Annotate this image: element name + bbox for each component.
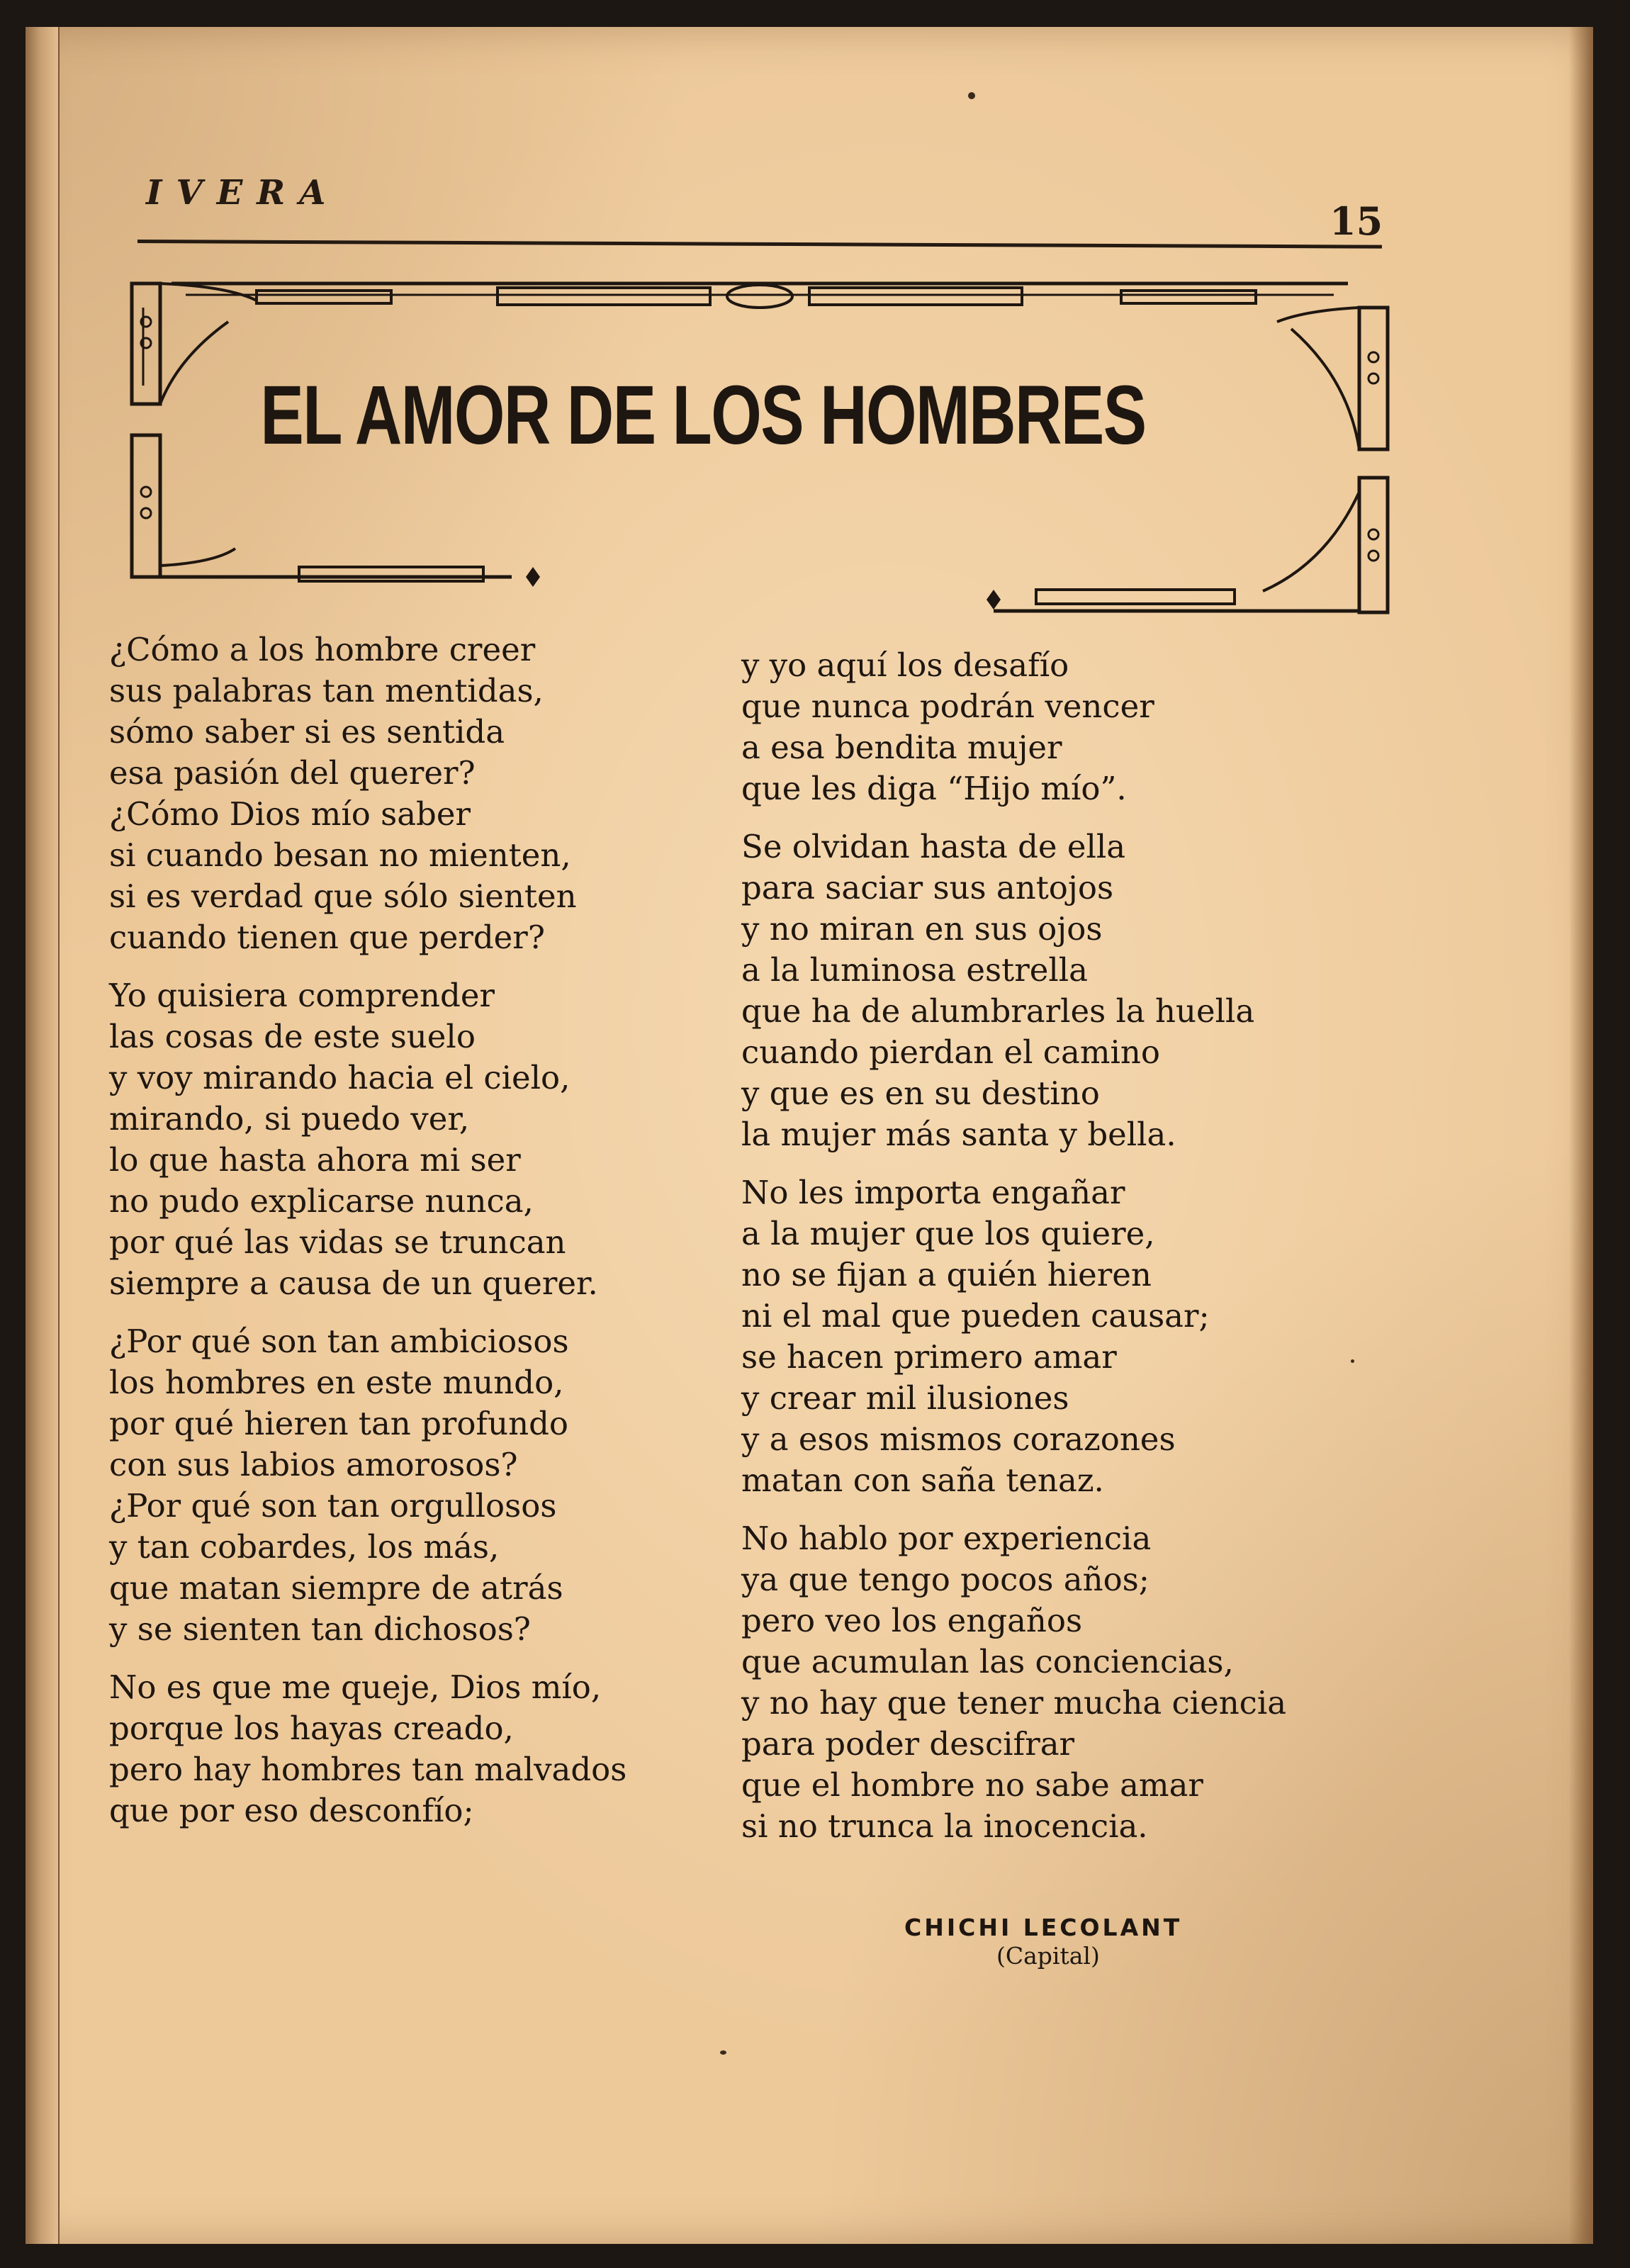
verse-line: y que es en su destino	[741, 1074, 1100, 1112]
verse-line: a la mujer que los quiere,	[741, 1215, 1155, 1252]
verse-line: los hombres en este mundo,	[109, 1364, 564, 1401]
verse-line: ¿Por qué son tan orgullosos	[109, 1487, 557, 1525]
verse-line: No es que me queje, Dios mío,	[109, 1668, 602, 1706]
verse-line: no se fijan a quién hieren	[741, 1256, 1152, 1293]
verse-line: y crear mil ilusiones	[741, 1379, 1069, 1417]
verse-line: a la luminosa estrella	[741, 951, 1088, 989]
verse-line: y se sienten tan dichosos?	[109, 1610, 531, 1648]
author-place: (Capital)	[996, 1942, 1100, 1970]
verse-line: para poder descifrar	[741, 1725, 1075, 1763]
book-spine-edge	[26, 27, 60, 2244]
verse-line: si no trunca la inocencia.	[741, 1807, 1148, 1845]
verse-line: No hablo por experiencia	[741, 1520, 1152, 1557]
stanza	[109, 975, 626, 1304]
verse-line: mirando, si puedo ver,	[109, 1100, 470, 1138]
stanza	[109, 629, 626, 958]
verse-line: y yo aquí los desafío	[741, 646, 1069, 684]
verse-line: sus palabras tan mentidas,	[109, 672, 544, 709]
verse-line: que acumulan las conciencias,	[741, 1643, 1234, 1680]
verse-line: pero hay hombres tan malvados	[109, 1751, 627, 1788]
verse-line: ¿Cómo Dios mío saber	[109, 795, 471, 833]
verse-line: a esa bendita mujer	[741, 729, 1062, 766]
page-edge-shadow	[1569, 27, 1593, 2244]
verse-line: y tan cobardes, los más,	[109, 1528, 500, 1566]
print-speck	[1351, 1359, 1354, 1363]
stanza	[741, 1172, 1286, 1501]
verse-line: por qué hieren tan profundo	[109, 1405, 568, 1442]
poem-right-column	[741, 645, 1286, 1864]
verse-line: la mujer más santa y bella.	[741, 1116, 1176, 1153]
verse-line: ya que tengo pocos años;	[741, 1561, 1150, 1598]
poem-left-column	[109, 629, 626, 1848]
verse-line: esa pasión del querer?	[109, 754, 476, 792]
print-speck	[720, 2050, 726, 2055]
print-speck	[968, 92, 975, 99]
verse-line: y voy mirando hacia el cielo,	[109, 1059, 570, 1096]
magazine-page	[26, 27, 1593, 2244]
verse-line: no pudo explicarse nunca,	[109, 1182, 534, 1220]
verse-line: que el hombre no sabe amar	[741, 1766, 1203, 1804]
verse-line: que ha de alumbrarles la huella	[741, 992, 1255, 1030]
page-number: 15	[1330, 198, 1383, 244]
verse-line: siempre a causa de un querer.	[109, 1264, 598, 1302]
article-title: EL AMOR DE LOS HOMBRES	[260, 369, 1146, 462]
verse-line: si cuando besan no mienten,	[109, 836, 571, 874]
verse-line: ¿Por qué son tan ambiciosos	[109, 1323, 569, 1360]
verse-line: Se olvidan hasta de ella	[741, 828, 1126, 865]
verse-line: con sus labios amorosos?	[109, 1446, 518, 1483]
verse-line: No les importa engañar	[741, 1174, 1125, 1211]
running-head: IVERA	[146, 173, 340, 213]
verse-line: se hacen primero amar	[741, 1338, 1117, 1376]
verse-line: cuando pierdan el camino	[741, 1033, 1160, 1071]
verse-line: pero veo los engaños	[741, 1602, 1083, 1639]
verse-line: porque los hayas creado,	[109, 1710, 514, 1747]
stanza	[741, 826, 1286, 1155]
verse-line: Yo quisiera comprender	[109, 977, 495, 1014]
verse-line: que les diga “Hijo mío”.	[741, 770, 1127, 807]
verse-line: para saciar sus antojos	[741, 869, 1114, 906]
verse-line: que matan siempre de atrás	[109, 1569, 563, 1607]
verse-line: cuando tienen que perder?	[109, 919, 545, 956]
verse-line: por qué las vidas se truncan	[109, 1223, 566, 1261]
verse-line: lo que hasta ahora mi ser	[109, 1141, 521, 1179]
verse-line: que nunca podrán vencer	[741, 687, 1154, 725]
verse-line: las cosas de este suelo	[109, 1018, 476, 1055]
verse-line: y no miran en sus ojos	[741, 910, 1103, 948]
stanza	[109, 1321, 626, 1650]
verse-line: ¿Cómo a los hombre creer	[109, 631, 536, 668]
verse-line: ni el mal que pueden causar;	[741, 1297, 1210, 1335]
header-rule	[137, 240, 1382, 249]
stanza	[109, 1667, 626, 1831]
verse-line: y a esos mismos corazones	[741, 1420, 1176, 1458]
verse-line: que por eso desconfío;	[109, 1792, 474, 1829]
author-name: CHICHI LECOLANT	[904, 1914, 1183, 1941]
stanza	[741, 645, 1286, 809]
verse-line: y no hay que tener mucha ciencia	[741, 1684, 1287, 1722]
stanza	[741, 1518, 1286, 1847]
verse-line: si es verdad que sólo sienten	[109, 877, 577, 915]
verse-line: sómo saber si es sentida	[109, 713, 505, 751]
verse-line: matan con saña tenaz.	[741, 1461, 1104, 1499]
